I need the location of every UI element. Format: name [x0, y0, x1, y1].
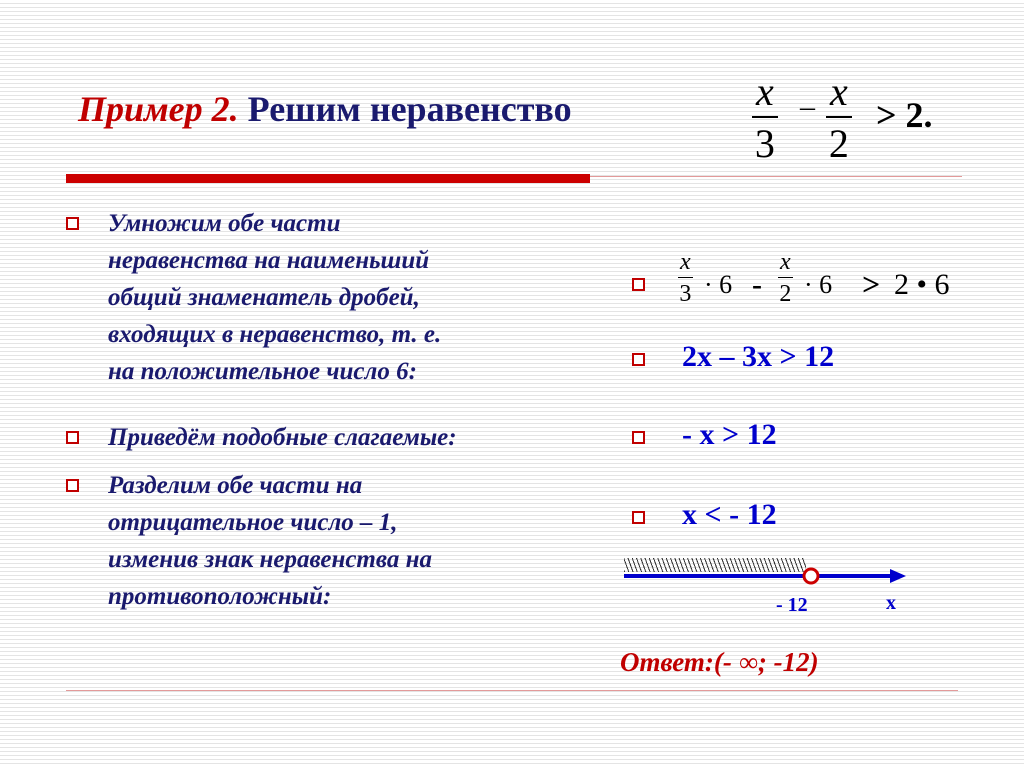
step4-equation: x < - 12: [682, 498, 777, 531]
step1-multiplier-2: · 6: [804, 270, 833, 299]
text-line: общий знаменатель дробей,: [108, 284, 420, 311]
slide-title: [78, 88, 572, 130]
left-item-multiply: [108, 205, 441, 390]
fraction-numerator: x: [756, 69, 774, 114]
bullet-checkbox-icon: [632, 278, 645, 291]
step2-equation: 2x – 3x > 12: [682, 340, 835, 373]
answer: Ответ:(- ∞; -12): [620, 647, 819, 677]
point-label: - 12: [776, 594, 808, 616]
step1-fraction-x-2: [778, 250, 793, 306]
step1-fraction-x-3: [678, 250, 693, 306]
text-line: входящих в неравенство, т. е.: [108, 321, 442, 348]
text-line: Разделим обе части на: [108, 472, 363, 499]
left-item-combine: [108, 419, 457, 456]
text-line: неравенства на наименьший: [108, 247, 430, 274]
text-line: Умножим обе части: [108, 210, 341, 237]
fraction-denominator: 2: [779, 281, 792, 307]
title-rhs: > 2.: [876, 95, 933, 135]
bullet-checkbox-icon: [632, 511, 645, 524]
step1-multiplier-1: · 6: [704, 270, 733, 299]
open-point-icon: [804, 569, 818, 583]
step3-equation: - x > 12: [682, 418, 777, 451]
bullet-checkbox-icon: [66, 479, 79, 492]
text-line: изменив знак неравенства на: [108, 546, 432, 573]
title-text: Решим неравенство: [247, 89, 572, 129]
number-line: [620, 560, 910, 600]
title-underline-red: [66, 174, 590, 183]
axis-label-x: x: [886, 592, 896, 614]
step1-rhs: 2 • 6: [894, 268, 950, 301]
step1-greater-than: >: [862, 266, 881, 302]
example-label: Пример 2.: [78, 89, 239, 129]
title-minus: –: [800, 90, 815, 123]
step1-minus: -: [752, 268, 762, 301]
text-line: противоположный:: [108, 583, 332, 610]
left-item-divide: [108, 467, 432, 615]
fraction-numerator: x: [830, 69, 848, 114]
fraction-denominator: 3: [754, 121, 775, 166]
fraction-denominator: 3: [679, 281, 692, 307]
title-fraction-x-2: [826, 69, 852, 166]
text-line: на положительное число 6:: [108, 358, 417, 385]
fraction-denominator: 2: [828, 121, 849, 166]
text-line: Приведём подобные слагаемые:: [108, 424, 457, 451]
bullet-checkbox-icon: [66, 431, 79, 444]
title-fraction-x-3: [752, 69, 778, 166]
bottom-divider: [66, 690, 958, 691]
bullet-checkbox-icon: [66, 217, 79, 230]
bullet-checkbox-icon: [632, 431, 645, 444]
title-underline-thin: [590, 176, 962, 177]
bullet-checkbox-icon: [632, 353, 645, 366]
text-line: отрицательное число – 1,: [108, 509, 398, 536]
axis-arrow-icon: [890, 569, 906, 583]
fraction-numerator: x: [780, 249, 791, 275]
fraction-numerator: x: [680, 249, 691, 275]
